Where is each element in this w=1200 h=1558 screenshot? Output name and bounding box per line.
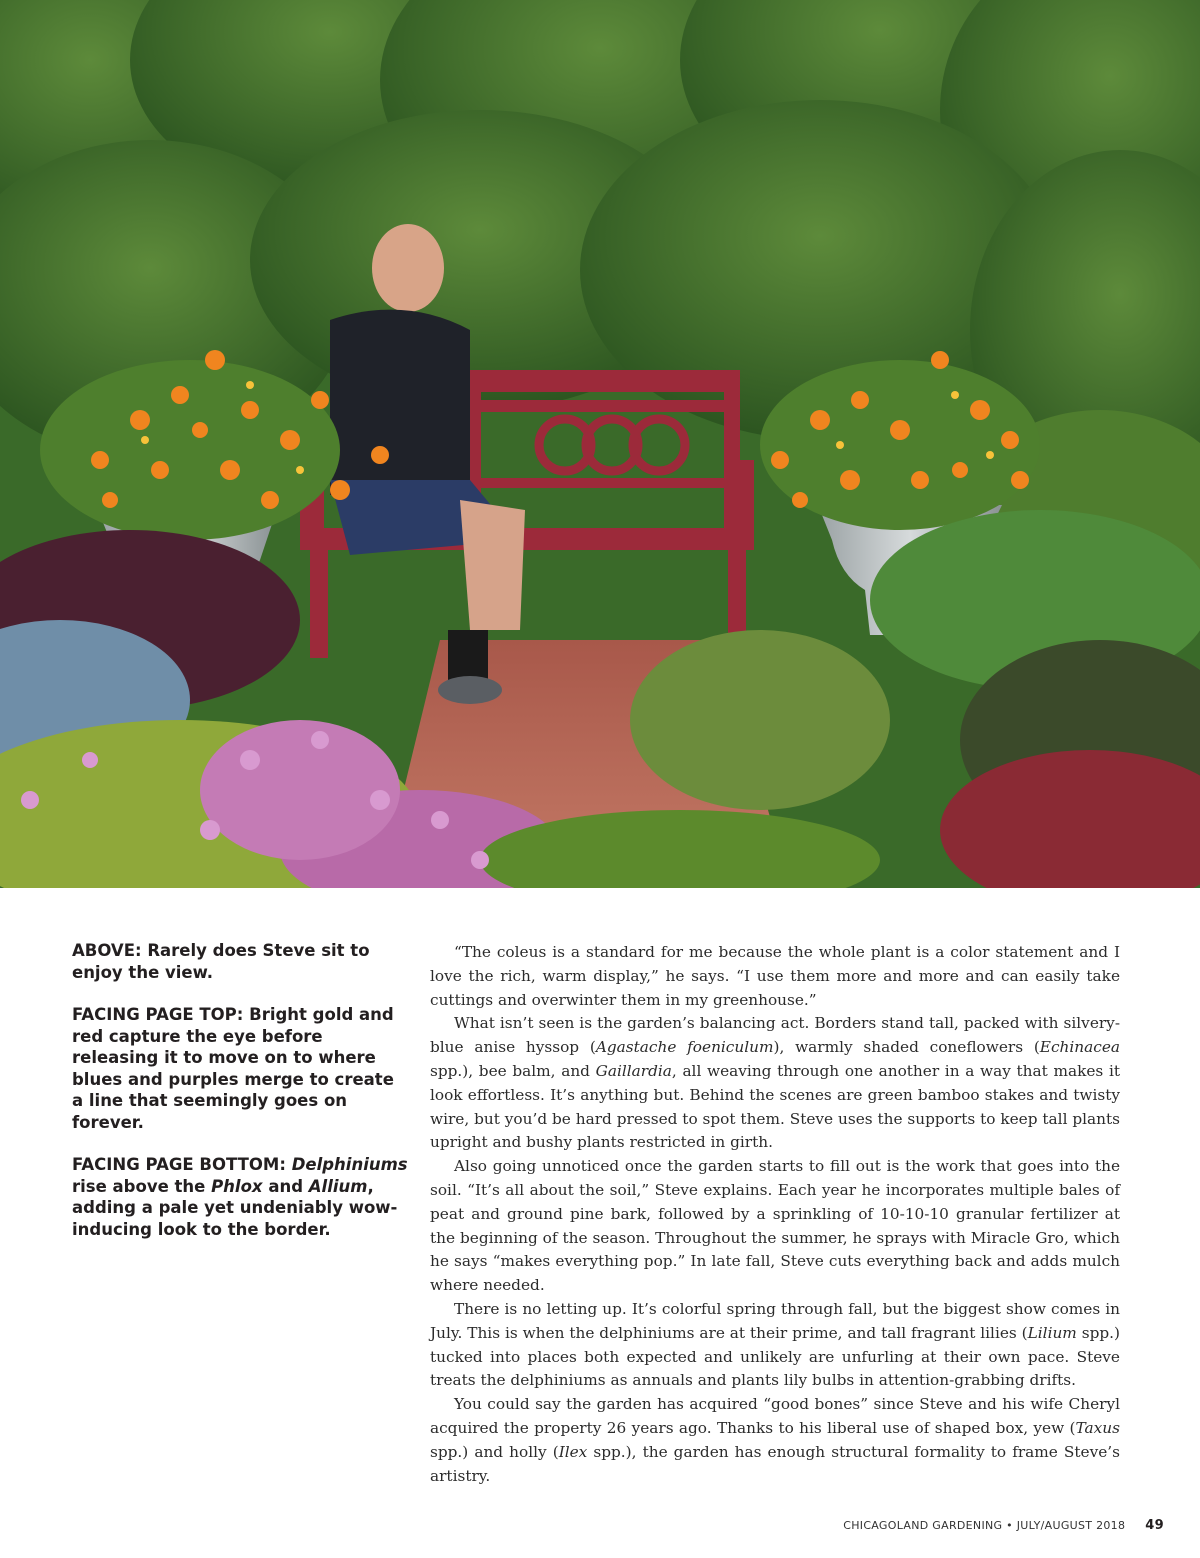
article-italic: Echinacea (1039, 1038, 1120, 1057)
article-text: spp.), the garden has enough structural formality to frame Steve’s artistry. (430, 1442, 1121, 1485)
article-text: You could say the garden has acquired “good bones” since Steve and his wife Cheryl acquired the property 26 years ago. Thanks to his liberal use of shaped box, yew ( (430, 1395, 1120, 1437)
caption-facing-bottom (72, 1154, 408, 1240)
caption-label: FACING PAGE BOTTOM: (72, 1155, 286, 1174)
caption-italic: Delphiniums (291, 1155, 408, 1174)
article-text: , all weaving through one another in a way that makes it look effortless. It’s anything but. Behind the scenes are green bamboo stakes and twisty wire, but you’d be hard pressed to spot them. Steve uses the supports to keep tall plants upright and bushy plants restricted in girth. (430, 1061, 1120, 1152)
caption-italic: Phlox (211, 1176, 263, 1196)
article-paragraph-2 (430, 1012, 1120, 1155)
photo-captions (72, 940, 408, 1261)
article-text: What isn’t seen is the garden’s balancing act. Borders stand tall, packed with silvery-blue anise hyssop ( (430, 1014, 1120, 1057)
caption-label: ABOVE: (72, 941, 142, 960)
article-text: ), warmly shaded coneflowers ( (773, 1038, 1040, 1057)
footer-separator: • (1006, 1519, 1013, 1532)
caption-text: Bright gold and red capture the eye before releasing it to move on to where blues and purples merge to create a line that seemingly goes on forever. (72, 1005, 394, 1132)
article-italic: Taxus (1075, 1418, 1120, 1437)
article-italic: Agastache foeniculum (595, 1038, 774, 1057)
caption-text: and (262, 1176, 309, 1196)
caption-text: rise above the (72, 1176, 212, 1196)
issue-date: JULY/AUGUST 2018 (1016, 1519, 1126, 1532)
page-number: 49 (1145, 1518, 1164, 1533)
article-body (430, 941, 1120, 1488)
publication-name: CHICAGOLAND GARDENING (843, 1519, 1003, 1532)
article-paragraph-1: “The coleus is a standard for me because the whole plant is a color statement and I love the rich, warm display,” he says. “I use them more and more and can easily take cuttings and overwinter them in my greenhouse.” (430, 943, 1120, 1009)
article-paragraph-4 (430, 1298, 1120, 1393)
article-text: There is no letting up. It’s colorful spring through fall, but the biggest show comes in July. This is when the delphiniums are at their prime, and tall fragrant lilies ( (430, 1299, 1120, 1342)
article-italic: Gaillardia (595, 1061, 672, 1080)
footer-publication (843, 1519, 1125, 1532)
article-italic: Lilium (1027, 1323, 1077, 1342)
caption-italic: Allium (308, 1176, 368, 1196)
caption-text: Rarely does Steve sit to enjoy the view. (72, 941, 370, 982)
article-italic: Ilex (558, 1442, 588, 1461)
article-text: spp.) and holly ( (430, 1442, 559, 1461)
caption-label: FACING PAGE TOP: (72, 1005, 244, 1024)
caption-above (72, 940, 408, 983)
caption-facing-top (72, 1004, 408, 1133)
page-footer (843, 1518, 1164, 1533)
article-paragraph-3: Also going unnoticed once the garden starts to fill out is the work that goes into the soil. “It’s all about the soil,” Steve explains. Each year he incorporates multiple bales of peat and ground pine bark, followed by a sprinkling of 10-10-10 granular fertilizer at the beginning of the season. Throughout the summer, he sprays with Miracle Gro, which he says “makes everything pop.” In late fall, Steve cuts everything back and adds mulch where needed. (430, 1157, 1120, 1295)
caption-text: , adding a pale yet undeniably wow-inducing look to the border. (72, 1176, 398, 1239)
article-text: spp.) tucked into places both expected and unlikely are unfurling at their own pace. Steve treats the delphiniums as annuals and plants lily bulbs in attention-grabbing drifts. (430, 1323, 1120, 1390)
article-text: spp.), bee balm, and (430, 1061, 596, 1080)
article-paragraph-5 (430, 1393, 1120, 1488)
